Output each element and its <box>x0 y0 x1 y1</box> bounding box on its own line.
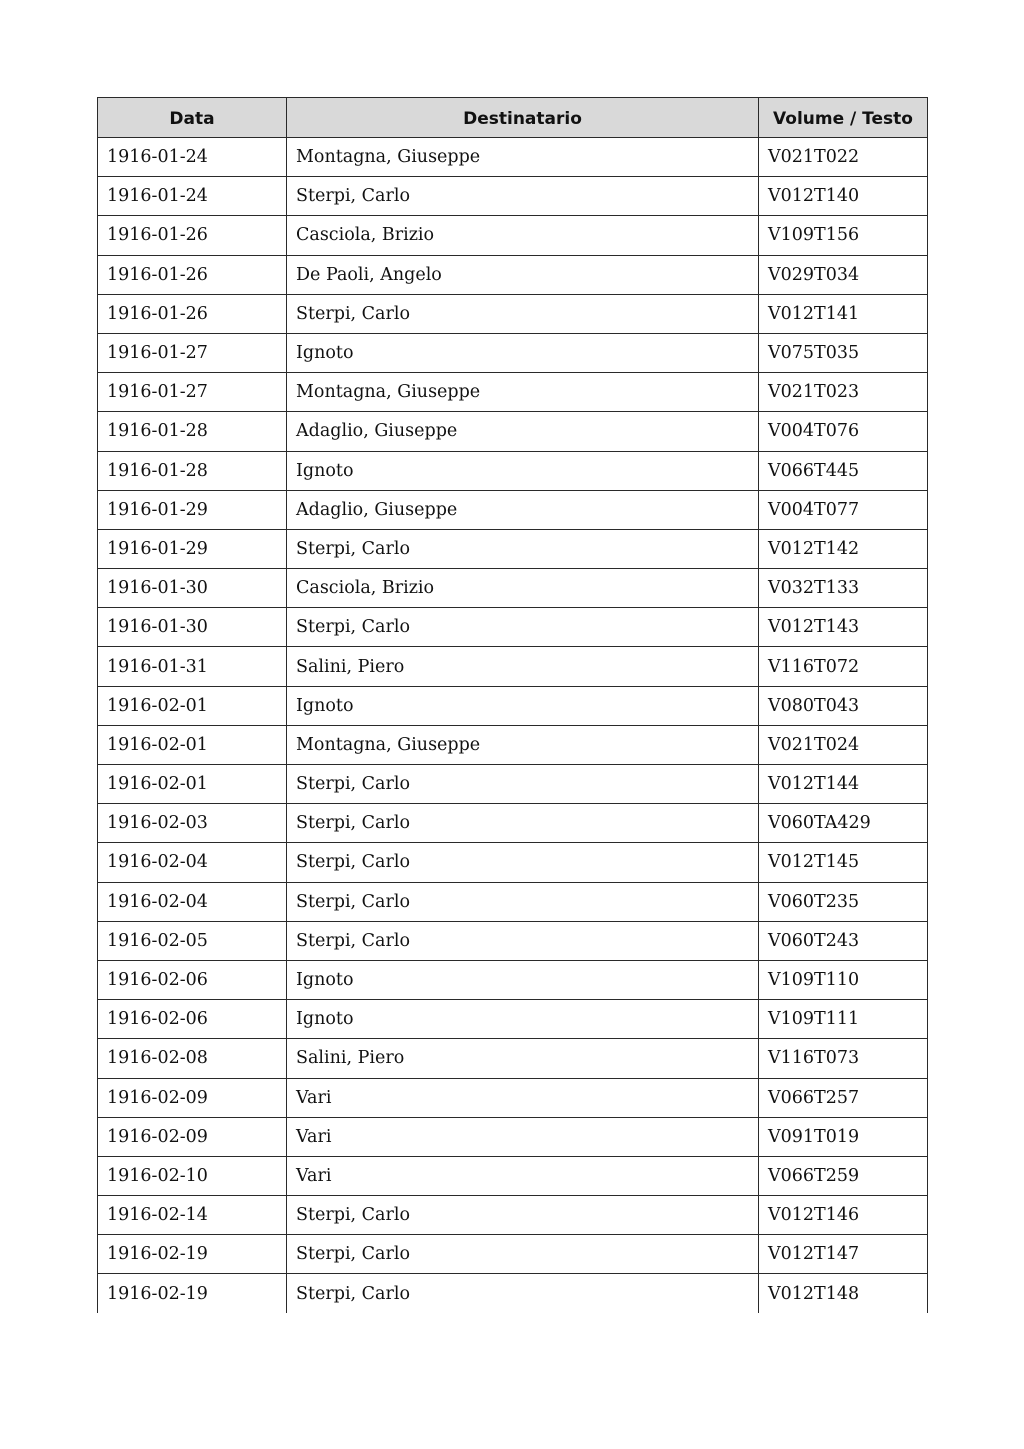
cell-reference: V066T259 <box>759 1156 928 1195</box>
table-row <box>98 686 928 725</box>
cell-reference: V021T023 <box>759 373 928 412</box>
table-row <box>98 647 928 686</box>
table-body <box>98 138 928 1314</box>
table-row <box>98 1156 928 1195</box>
table-row <box>98 1235 928 1274</box>
cell-date: 1916-02-06 <box>98 960 287 999</box>
cell-date: 1916-02-10 <box>98 1156 287 1195</box>
table-row <box>98 1117 928 1156</box>
table-row <box>98 1039 928 1078</box>
cell-date: 1916-02-04 <box>98 843 287 882</box>
table-row <box>98 529 928 568</box>
cell-recipient: Sterpi, Carlo <box>287 882 759 921</box>
table-header <box>98 98 928 138</box>
table-row <box>98 1000 928 1039</box>
cell-date: 1916-01-26 <box>98 294 287 333</box>
cell-recipient: Sterpi, Carlo <box>287 804 759 843</box>
cell-date: 1916-02-04 <box>98 882 287 921</box>
cell-date: 1916-01-24 <box>98 177 287 216</box>
cell-reference: V012T141 <box>759 294 928 333</box>
cell-recipient: Ignoto <box>287 686 759 725</box>
cell-recipient: Ignoto <box>287 960 759 999</box>
cell-recipient: Sterpi, Carlo <box>287 177 759 216</box>
cell-date: 1916-01-28 <box>98 412 287 451</box>
cell-reference: V032T133 <box>759 569 928 608</box>
cell-reference: V109T111 <box>759 1000 928 1039</box>
cell-reference: V021T024 <box>759 725 928 764</box>
cell-reference: V066T445 <box>759 451 928 490</box>
table-row <box>98 333 928 372</box>
cell-recipient: Adaglio, Giuseppe <box>287 490 759 529</box>
cell-date: 1916-02-09 <box>98 1117 287 1156</box>
cell-reference: V012T146 <box>759 1196 928 1235</box>
cell-reference: V066T257 <box>759 1078 928 1117</box>
cell-date: 1916-01-26 <box>98 255 287 294</box>
cell-date: 1916-02-01 <box>98 765 287 804</box>
table-row <box>98 804 928 843</box>
cell-recipient: Sterpi, Carlo <box>287 843 759 882</box>
cell-recipient: Salini, Piero <box>287 1039 759 1078</box>
cell-recipient: Ignoto <box>287 333 759 372</box>
cell-reference: V012T147 <box>759 1235 928 1274</box>
cell-reference: V109T110 <box>759 960 928 999</box>
header-recipient: Destinatario <box>287 98 759 138</box>
cell-reference: V012T142 <box>759 529 928 568</box>
cell-date: 1916-02-19 <box>98 1235 287 1274</box>
table-row <box>98 1196 928 1235</box>
cell-date: 1916-01-24 <box>98 138 287 177</box>
cell-reference: V080T043 <box>759 686 928 725</box>
cell-reference: V075T035 <box>759 333 928 372</box>
cell-date: 1916-02-19 <box>98 1274 287 1313</box>
table-row <box>98 490 928 529</box>
header-date: Data <box>98 98 287 138</box>
cell-reference: V029T034 <box>759 255 928 294</box>
cell-date: 1916-01-30 <box>98 608 287 647</box>
cell-date: 1916-01-29 <box>98 529 287 568</box>
cell-date: 1916-02-03 <box>98 804 287 843</box>
table-row <box>98 412 928 451</box>
letters-table <box>97 97 928 1313</box>
cell-reference: V012T145 <box>759 843 928 882</box>
cell-recipient: Sterpi, Carlo <box>287 1235 759 1274</box>
table-row <box>98 451 928 490</box>
cell-date: 1916-02-01 <box>98 725 287 764</box>
table-row <box>98 843 928 882</box>
table-row <box>98 216 928 255</box>
table-row <box>98 1078 928 1117</box>
cell-recipient: Sterpi, Carlo <box>287 765 759 804</box>
cell-date: 1916-01-26 <box>98 216 287 255</box>
cell-date: 1916-02-06 <box>98 1000 287 1039</box>
cell-recipient: Vari <box>287 1078 759 1117</box>
cell-reference: V021T022 <box>759 138 928 177</box>
cell-reference: V004T076 <box>759 412 928 451</box>
cell-reference: V109T156 <box>759 216 928 255</box>
cell-reference: V116T072 <box>759 647 928 686</box>
cell-reference: V012T144 <box>759 765 928 804</box>
table-row <box>98 765 928 804</box>
cell-reference: V012T143 <box>759 608 928 647</box>
cell-recipient: Sterpi, Carlo <box>287 1196 759 1235</box>
table-row <box>98 294 928 333</box>
table-row <box>98 569 928 608</box>
cell-reference: V012T148 <box>759 1274 928 1313</box>
table-row <box>98 882 928 921</box>
cell-recipient: De Paoli, Angelo <box>287 255 759 294</box>
cell-recipient: Casciola, Brizio <box>287 216 759 255</box>
table-row <box>98 177 928 216</box>
cell-date: 1916-02-01 <box>98 686 287 725</box>
cell-recipient: Vari <box>287 1156 759 1195</box>
table-row <box>98 1274 928 1313</box>
table-row <box>98 960 928 999</box>
table-row <box>98 138 928 177</box>
cell-recipient: Sterpi, Carlo <box>287 294 759 333</box>
cell-recipient: Salini, Piero <box>287 647 759 686</box>
cell-date: 1916-01-28 <box>98 451 287 490</box>
cell-recipient: Ignoto <box>287 1000 759 1039</box>
cell-reference: V060T243 <box>759 921 928 960</box>
table-row <box>98 608 928 647</box>
cell-date: 1916-01-31 <box>98 647 287 686</box>
cell-recipient: Casciola, Brizio <box>287 569 759 608</box>
cell-reference: V091T019 <box>759 1117 928 1156</box>
cell-recipient: Sterpi, Carlo <box>287 1274 759 1313</box>
cell-recipient: Sterpi, Carlo <box>287 529 759 568</box>
cell-date: 1916-01-30 <box>98 569 287 608</box>
cell-recipient: Montagna, Giuseppe <box>287 373 759 412</box>
cell-recipient: Adaglio, Giuseppe <box>287 412 759 451</box>
table-row <box>98 255 928 294</box>
cell-recipient: Montagna, Giuseppe <box>287 138 759 177</box>
cell-recipient: Montagna, Giuseppe <box>287 725 759 764</box>
cell-date: 1916-02-05 <box>98 921 287 960</box>
cell-date: 1916-01-27 <box>98 373 287 412</box>
cell-date: 1916-01-27 <box>98 333 287 372</box>
cell-recipient: Vari <box>287 1117 759 1156</box>
cell-recipient: Ignoto <box>287 451 759 490</box>
cell-reference: V060T235 <box>759 882 928 921</box>
cell-reference: V116T073 <box>759 1039 928 1078</box>
cell-date: 1916-01-29 <box>98 490 287 529</box>
header-row <box>98 98 928 138</box>
table-row <box>98 373 928 412</box>
cell-reference: V012T140 <box>759 177 928 216</box>
cell-date: 1916-02-14 <box>98 1196 287 1235</box>
table-row <box>98 725 928 764</box>
header-reference: Volume / Testo <box>759 98 928 138</box>
cell-date: 1916-02-09 <box>98 1078 287 1117</box>
cell-recipient: Sterpi, Carlo <box>287 608 759 647</box>
cell-recipient: Sterpi, Carlo <box>287 921 759 960</box>
table-row <box>98 921 928 960</box>
cell-reference: V004T077 <box>759 490 928 529</box>
cell-reference: V060TA429 <box>759 804 928 843</box>
cell-date: 1916-02-08 <box>98 1039 287 1078</box>
